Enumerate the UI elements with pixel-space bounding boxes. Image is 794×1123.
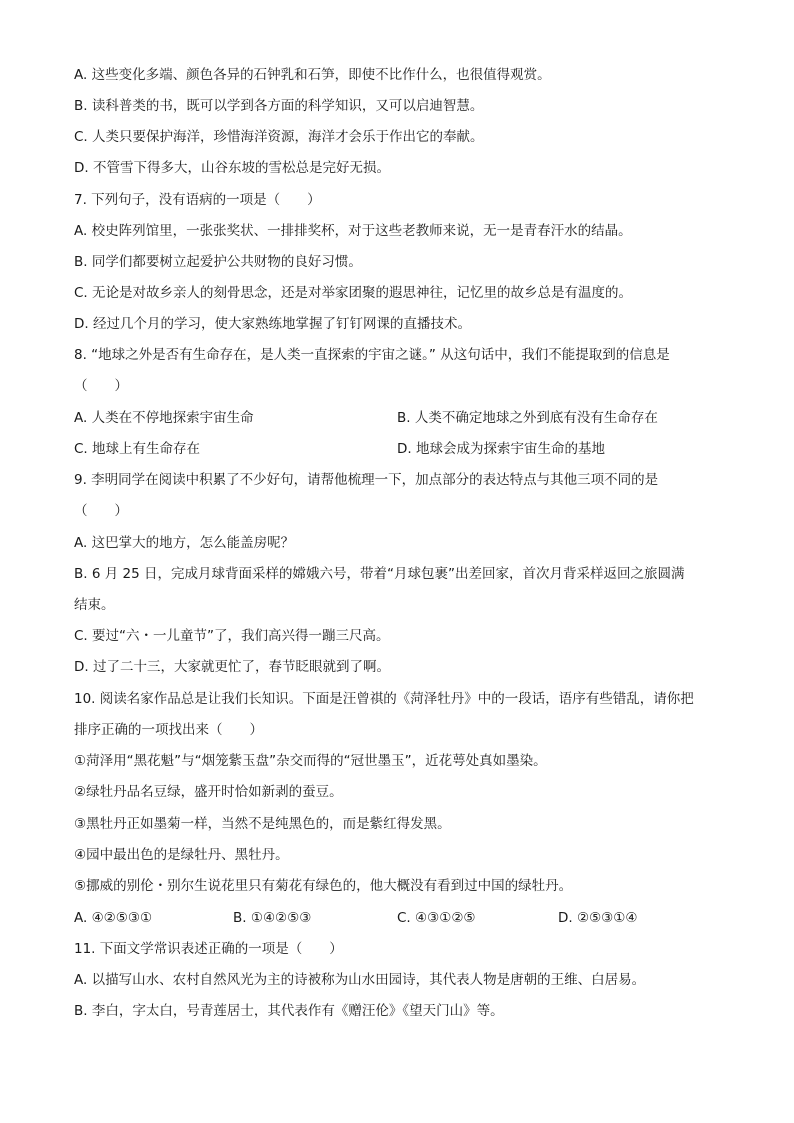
- q8-option-a: A. 人类在不停地探索宇宙生命: [74, 410, 254, 426]
- q10-sentence-2: ②绿牡丹品名豆绿，盛开时恰如新剥的蚕豆。: [74, 784, 343, 800]
- q10-sentence-1: ①菏泽用“黑花魁”与“烟笼紫玉盘”杂交而得的“冠世墨玉”，近花萼处真如墨染。: [74, 753, 547, 769]
- q8-paren: （ ）: [74, 378, 128, 394]
- q6-option-c: C. 人类只要保护海洋，珍惜海洋资源，海洋才会乐于作出它的奉献。: [74, 129, 484, 145]
- q7-option-b: B. 同学们都要树立起爱护公共财物的良好习惯。: [74, 254, 362, 270]
- q11-stem: 11. 下面文学常识表述正确的一项是（ ）: [74, 941, 343, 957]
- q10-stem-line1: 10. 阅读名家作品总是让我们长知识。下面是汪曾祺的《菏泽牡丹》中的一段话，语序有些错乱，请你把: [74, 691, 694, 707]
- q8-option-c: C. 地球上有生命存在: [74, 441, 201, 457]
- q7-option-c: C. 无论是对故乡亲人的刻骨思念，还是对举家团聚的遐思神往，记忆里的故乡总是有温度的。: [74, 285, 633, 301]
- q9-stem: 9. 李明同学在阅读中积累了不少好句，请帮他梳理一下，加点部分的表达特点与其他三项不同的是: [74, 472, 659, 488]
- q8-stem: 8. “地球之外是否有生命存在，是人类一直探索的宇宙之谜。” 从这句话中，我们不能提取到的信息是: [74, 347, 670, 363]
- q7-option-d: D. 经过几个月的学习，使大家熟练地掌握了钉钉网课的直播技术。: [74, 316, 471, 332]
- q9-option-d: D. 过了二十三，大家就更忙了，春节眨眼就到了啊。: [74, 659, 390, 675]
- q10-sentence-3: ③黑牡丹正如墨菊一样，当然不是纯黑色的，而是紫红得发黑。: [74, 816, 451, 832]
- q9-paren: （ ）: [74, 503, 128, 519]
- q6-option-a: A. 这些变化多端、颜色各异的石钟乳和石笋，即使不比作什么，也很值得观赏。: [74, 67, 551, 83]
- q9-option-c: C. 要过“六・一儿童节”了，我们高兴得一蹦三尺高。: [74, 628, 390, 644]
- q10-option-c: C. ④③①②⑤: [397, 910, 476, 926]
- q9-option-b-line2: 结束。: [74, 597, 115, 613]
- q10-option-b: B. ①④②⑤③: [233, 910, 312, 926]
- q6-option-d: D. 不管雪下得多大，山谷东坡的雪松总是完好无损。: [74, 160, 390, 176]
- q10-option-d: D. ②⑤③①④: [558, 910, 638, 926]
- q8-option-b: B. 人类不确定地球之外到底有没有生命存在: [397, 410, 658, 426]
- q9-option-a: A. 这巴掌大的地方，怎么能盖房呢？: [74, 535, 295, 551]
- q7-option-a: A. 校史阵列馆里，一张张奖状、一排排奖杯，对于这些老教师来说，无一是青春汗水的结晶。: [74, 223, 632, 239]
- q11-option-a: A. 以描写山水、农村自然风光为主的诗被称为山水田园诗，其代表人物是唐朝的王维、白居易。: [74, 972, 646, 988]
- q6-option-b: B. 读科普类的书，既可以学到各方面的科学知识，又可以启迪智慧。: [74, 98, 484, 114]
- q8-option-d: D. 地球会成为探索宇宙生命的基地: [397, 441, 605, 457]
- q7-stem: 7. 下列句子，没有语病的一项是（ ）: [74, 192, 321, 208]
- q11-option-b: B. 李白，字太白，号青莲居士，其代表作有《赠汪伦》《望天门山》等。: [74, 1003, 504, 1019]
- q10-sentence-4: ④园中最出色的是绿牡丹、黑牡丹。: [74, 847, 289, 863]
- q10-option-a: A. ④②⑤③①: [74, 910, 153, 926]
- q10-stem-line2: 排序正确的一项找出来（ ）: [74, 722, 263, 738]
- q9-option-b-line1: B. 6 月 25 日，完成月球背面采样的嫦娥六号，带着“月球包裹”出差回家，首次月背采样返回之旅圆满: [74, 566, 685, 582]
- q10-sentence-5: ⑤挪威的别伦・别尔生说花里只有菊花有绿色的，他大概没有看到过中国的绿牡丹。: [74, 878, 573, 894]
